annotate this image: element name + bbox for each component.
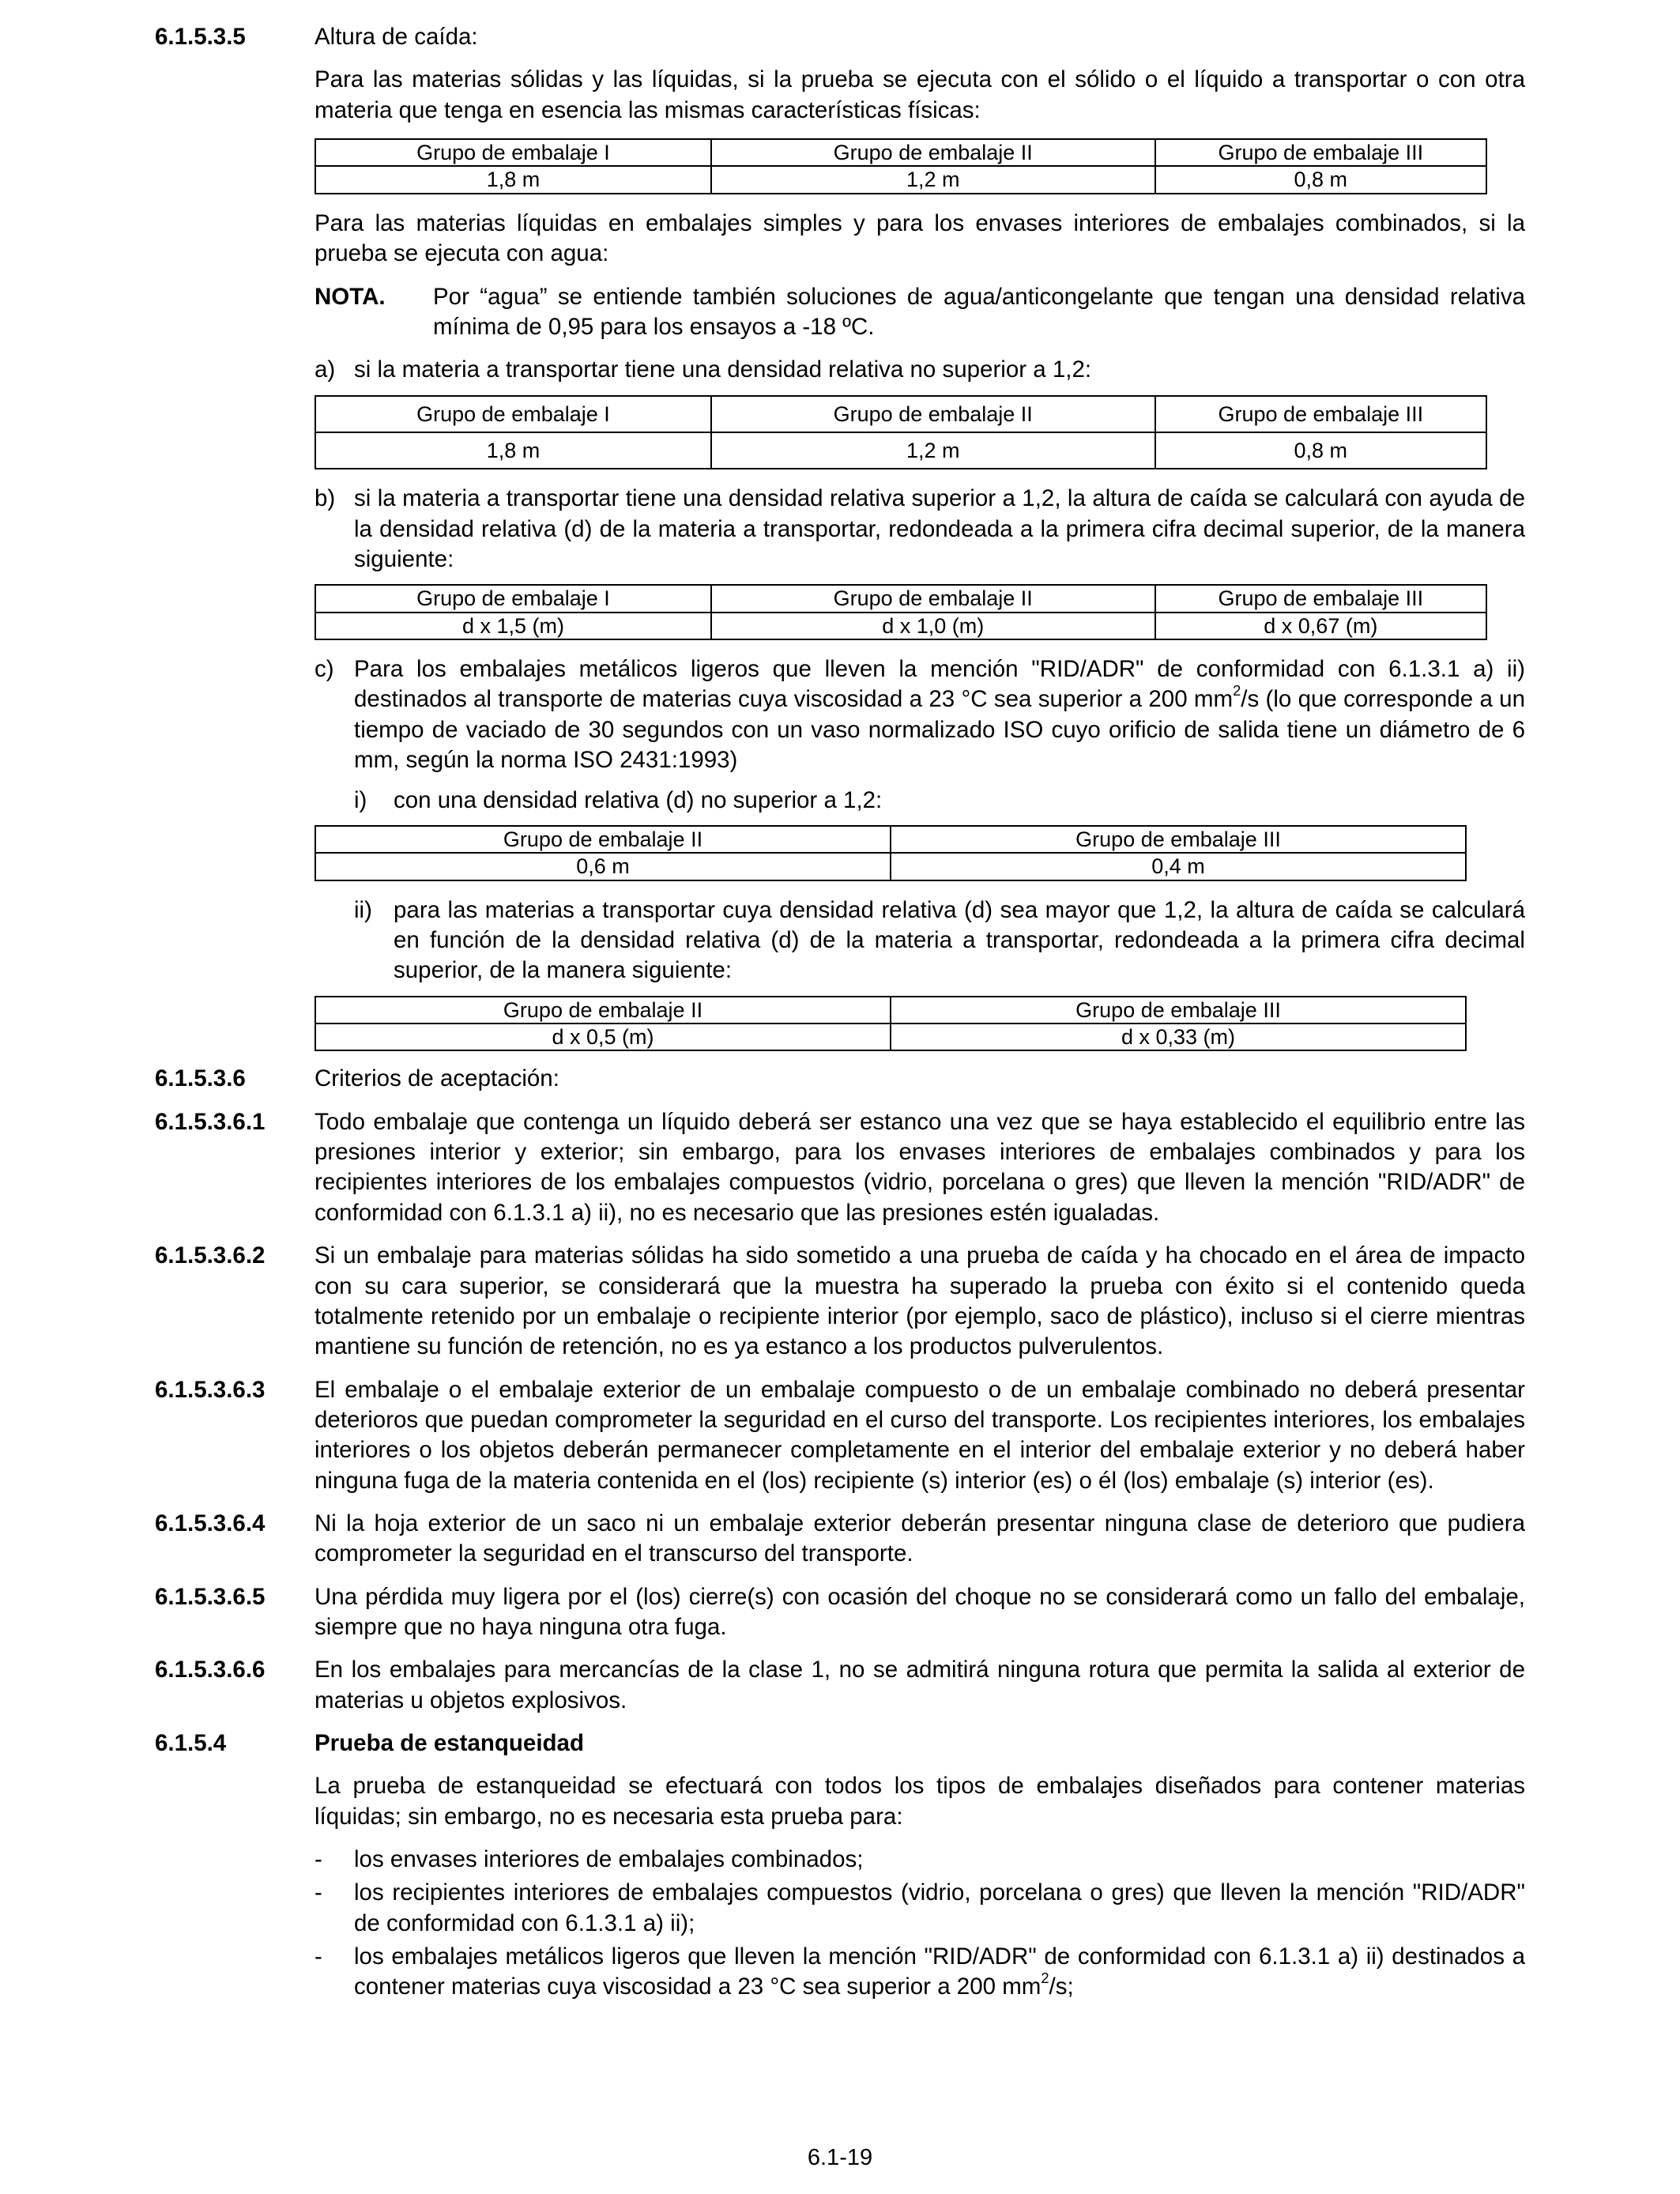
sub-item-text: con una densidad relativa (d) no superior a 1,2: xyxy=(394,786,883,813)
list-item-text-part: /s; xyxy=(1049,1973,1074,2000)
list-item-text xyxy=(354,1943,1525,2000)
table-header-cell: Grupo de embalaje III xyxy=(891,826,1466,853)
list-item-text-part: los embalajes metálicos ligeros que lleven la mención "RID/ADR" de conformidad con 6.1.3.1 a) ii) destinados a contener materias cuya viscosidad a 23 °C sea superior a 200 mm xyxy=(354,1943,1525,2000)
section-number: 6.1.5.4 xyxy=(155,1729,227,1756)
sub-item-i xyxy=(315,786,1525,816)
item-text-part: /s (lo que corresponde a un tiempo de vaciado de 30 segundos con un vaso normalizado ISO cuyo orificio de salida tiene un diámetro de 6 mm, según la norma ISO 2431:1993) xyxy=(354,686,1525,774)
criterion-section xyxy=(155,1375,1525,1496)
criterion-section xyxy=(155,1655,1525,1716)
dash-bullet: - xyxy=(315,1846,322,1872)
paragraph: Si un embalaje para materias sólidas ha sido sometido a una prueba de caída y ha chocado en el área de impacto con su cara superior, se considerará que la muestra ha superado la prueba con éxito si el contenido queda totalmente retenido por un embalaje o recipiente interior (por ejemplo, saco de plástico), incluso si el cierre mientras mantiene su función de retención, no es ya estanco a los productos pulverulentos. xyxy=(315,1242,1525,1360)
paragraph: El embalaje o el embalaje exterior de un embalaje compuesto o de un embalaje combinado no deberá presentar deterioros que puedan comprometer la seguridad en el curso del transporte. Los recipientes interiores, los embalajes interiores o los objetos deberán permanecer completamente en el interior del embalaje exterior y no deberá haber ninguna fuga de la materia contenida en el (los) recipiente (s) interior (es) o él (los) embalaje (s) interior (es). xyxy=(315,1376,1525,1494)
table-cell: d x 1,5 (m) xyxy=(315,613,711,639)
section-6-1-5-4 xyxy=(155,1728,1525,2003)
paragraph: Para las materias líquidas en embalajes simples y para los envases interiores de embalajes combinados, si la prueba se ejecuta con agua: xyxy=(315,209,1525,267)
superscript: 2 xyxy=(1233,681,1241,699)
table-header-cell: Grupo de embalaje II xyxy=(711,396,1155,432)
section-number: 6.1.5.3.6.2 xyxy=(155,1242,266,1269)
sub-item-text: para las materias a transportar cuya densidad relativa (d) sea mayor que 1,2, la altura de caída se calculará en función de la densidad relativa (d) de la materia a transportar, redondeada a la primera cifra decimal superior, de la manera siguiente: xyxy=(394,896,1525,984)
section-number: 6.1.5.3.6.5 xyxy=(155,1583,266,1610)
item-text: si la materia a transportar tiene una densidad relativa no superior a 1,2: xyxy=(354,356,1092,383)
section-number: 6.1.5.3.6.6 xyxy=(155,1657,266,1683)
section-title: Criterios de aceptación: xyxy=(315,1065,559,1092)
note xyxy=(315,282,1525,343)
table-cell: 0,4 m xyxy=(891,853,1466,880)
table-header-cell: Grupo de embalaje III xyxy=(1155,396,1486,432)
table-header-cell: Grupo de embalaje I xyxy=(315,585,711,612)
table-cell: d x 1,0 (m) xyxy=(711,613,1155,639)
note-text: Por “agua” se entiende también soluciones de agua/anticongelante que tengan una densidad relativa mínima de 0,95 para los ensayos a -18 ºC. xyxy=(433,283,1525,340)
section-6-1-5-3-5 xyxy=(155,22,1525,1051)
table-cell: d x 0,5 (m) xyxy=(315,1023,891,1050)
sub-item-label: i) xyxy=(354,786,367,813)
paragraph: Para las materias sólidas y las líquidas, si la prueba se ejecuta con el sólido o el líquido a transportar o con otra materia que tenga en esencia las mismas características físicas: xyxy=(315,66,1525,123)
section-number: 6.1.5.3.6.3 xyxy=(155,1376,266,1403)
section-number: 6.1.5.3.6.1 xyxy=(155,1108,266,1135)
table-cell: 1,8 m xyxy=(315,432,711,469)
section-number: 6.1.5.3.6.4 xyxy=(155,1510,266,1536)
item-label: a) xyxy=(315,356,336,383)
criterion-section xyxy=(155,1107,1525,1228)
table-cell: 1,2 m xyxy=(711,166,1155,193)
table-cell: 0,6 m xyxy=(315,853,891,880)
table-cell: d x 0,67 (m) xyxy=(1155,613,1486,639)
paragraph: En los embalajes para mercancías de la clase 1, no se admitirá ninguna rotura que permita la salida al exterior de materias u objetos explosivos. xyxy=(315,1657,1525,1713)
drop-height-table-2 xyxy=(315,395,1487,470)
paragraph: Ni la hoja exterior de un saco ni un embalaje exterior deberán presentar ninguna clase de deterioro que pudiera comprometer la seguridad en el transcurso del transporte. xyxy=(315,1510,1525,1567)
section-title: Altura de caída: xyxy=(315,24,478,50)
table-cell: d x 0,33 (m) xyxy=(891,1023,1466,1050)
drop-height-table-3 xyxy=(315,584,1487,640)
page-number: 6.1-19 xyxy=(807,2145,873,2170)
paragraph: La prueba de estanqueidad se efectuará con todos los tipos de embalajes diseñados para contener materias líquidas; sin embargo, no es necesaria esta prueba para: xyxy=(315,1773,1525,1830)
sub-item-label: ii) xyxy=(354,896,372,923)
table-cell: 0,8 m xyxy=(1155,432,1486,469)
list-item-text: los recipientes interiores de embalajes compuestos (vidrio, porcelana o gres) que lleven la mención "RID/ADR" de conformidad con 6.1.3.1 a) ii); xyxy=(354,1879,1525,1936)
table-header-cell: Grupo de embalaje I xyxy=(315,396,711,432)
section-number: 6.1.5.3.5 xyxy=(155,24,246,50)
paragraph: Todo embalaje que contenga un líquido deberá ser estanco una vez que se haya establecido el equilibrio entre las presiones interior y exterior; sin embargo, para los envases interiores de embalajes combinados y para los recipientes interiores de los embalajes compuestos (vidrio, porcelana o gres) que lleven la mención "RID/ADR" de conformidad con 6.1.3.1 a) ii), no es necesario que las presiones estén igualadas. xyxy=(315,1108,1525,1226)
table-header-cell: Grupo de embalaje III xyxy=(1155,585,1486,612)
list-item-text: los envases interiores de embalajes combinados; xyxy=(354,1846,864,1872)
section-6-1-5-3-6 xyxy=(155,1064,1525,1094)
item-text xyxy=(354,656,1525,773)
list-item xyxy=(315,1942,1525,2003)
list-item-b xyxy=(315,484,1525,575)
paragraph: Una pérdida muy ligera por el (los) cierre(s) con ocasión del choque no se considerará como un fallo del embalaje, siempre que no haya ninguna otra fuga. xyxy=(315,1583,1525,1640)
dash-bullet: - xyxy=(315,1943,322,1970)
criterion-section xyxy=(155,1582,1525,1643)
drop-height-table-1 xyxy=(315,138,1487,194)
item-text: si la materia a transportar tiene una densidad relativa superior a 1,2, la altura de caída se calculará con ayuda de la densidad relativa (d) de la materia a transportar, redondeada a la primera cifra decimal superior, de la manera siguiente: xyxy=(354,485,1525,572)
table-header-cell: Grupo de embalaje II xyxy=(315,826,891,853)
table-cell: 0,8 m xyxy=(1155,166,1486,193)
item-text-part: Para los embalajes metálicos ligeros que lleven la mención "RID/ADR" de conformidad con 6.1.3.1 a) ii) destinados al transporte de materias cuya viscosidad a 23 °C sea superior a 200 mm xyxy=(354,656,1525,713)
document-page xyxy=(155,22,1525,2015)
list-item xyxy=(315,1878,1525,1939)
item-label: b) xyxy=(315,485,336,512)
superscript: 2 xyxy=(1041,1969,1049,1986)
criterion-section xyxy=(155,1509,1525,1570)
table-header-cell: Grupo de embalaje I xyxy=(315,139,711,166)
list-item-c xyxy=(315,654,1525,775)
criteria-list xyxy=(155,1107,1525,1716)
table-header-cell: Grupo de embalaje III xyxy=(1155,139,1486,166)
section-title: Prueba de estanqueidad xyxy=(315,1729,584,1756)
dash-bullet: - xyxy=(315,1879,322,1906)
list-item-a xyxy=(315,355,1525,385)
table-header-cell: Grupo de embalaje II xyxy=(711,139,1155,166)
table-cell: 1,2 m xyxy=(711,432,1155,469)
table-header-cell: Grupo de embalaje II xyxy=(315,997,891,1023)
drop-height-table-5 xyxy=(315,996,1467,1052)
note-label: NOTA. xyxy=(315,283,386,310)
criterion-section xyxy=(155,1241,1525,1362)
drop-height-table-4 xyxy=(315,825,1467,881)
item-label: c) xyxy=(315,656,334,683)
section-number: 6.1.5.3.6 xyxy=(155,1065,246,1092)
list-item xyxy=(315,1845,1525,1875)
table-header-cell: Grupo de embalaje III xyxy=(891,997,1466,1023)
table-cell: 1,8 m xyxy=(315,166,711,193)
table-header-cell: Grupo de embalaje II xyxy=(711,585,1155,612)
sub-item-ii xyxy=(315,895,1525,986)
